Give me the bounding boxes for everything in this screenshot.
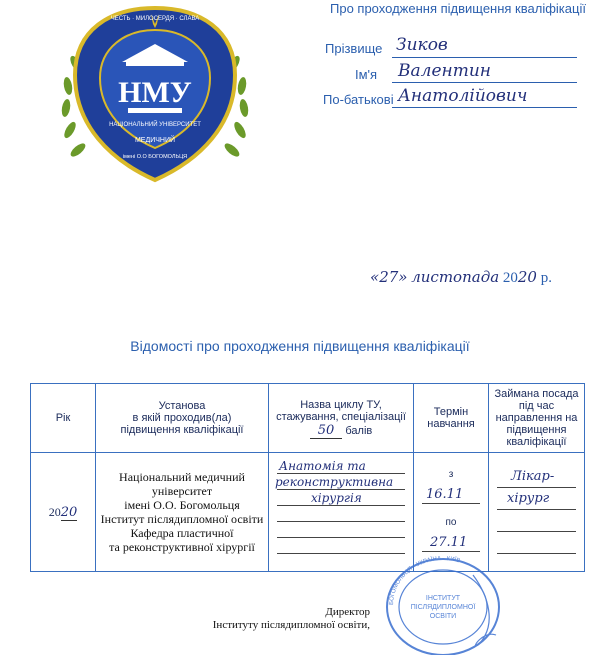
stamp-center-1: ІНСТИТУТ: [425, 595, 461, 602]
surname-value: Зиков: [396, 35, 448, 55]
header-cycle: Назва циклу ТУ, стажування, спеціалізації 50 балів: [269, 384, 414, 453]
date-year-suffix: 20: [517, 268, 537, 286]
surname-label: Прізвище: [325, 41, 383, 56]
qualification-table: [30, 383, 585, 572]
stamp-center-3: ОСВІТИ: [429, 613, 457, 620]
name-value: Валентин: [398, 61, 491, 81]
row-institution: Національний медичний університет імені О.О. Богомольця Інститут післядипломної освіти Кафедра пластичної та реконструктивної хірургії: [96, 453, 269, 572]
logo-ring-text-1: НАЦІОНАЛЬНИЙ УНІВЕРСИТЕТ: [109, 122, 201, 128]
logo-ring-text-2: МЕДИЧНИЙ: [134, 137, 176, 144]
patronymic-value: Анатолійович: [398, 86, 528, 106]
row-year: 2020: [31, 453, 96, 572]
header-term: Термін навчання: [414, 384, 489, 453]
university-logo: [50, 0, 260, 190]
stamp-ring-text: БОГОМОЛЬЦЯ · УКРАЇНА · КИЇВ: [388, 555, 461, 606]
table-header-row: [31, 384, 585, 453]
patronymic-label: По-батькові: [323, 92, 394, 107]
name-label: Ім'я: [355, 67, 378, 82]
date-month: листопада: [411, 268, 500, 286]
header-institution: Установа в якій проходив(ла) підвищення кваліфікації: [96, 384, 269, 453]
issue-date: «27» листопада 2020 р.: [370, 268, 552, 286]
document-title: Про проходження підвищення кваліфікації: [330, 1, 586, 16]
director-signature-block: Директор Інституту післядипломної освіти,: [212, 606, 370, 631]
row-term: з 16.11 по 27.11: [414, 453, 489, 572]
logo-ring-text-3: імені О.О БОГОМОЛЬЦЯ: [122, 154, 188, 160]
surname-line: [392, 57, 577, 58]
logo-monogram: НМУ: [118, 76, 192, 109]
logo-motto: ЧЕСТЬ · МИЛОСЕРДЯ · СЛАВА: [110, 16, 200, 22]
stamp-center-2: ПІСЛЯДИПЛОМНОЇ: [410, 604, 476, 611]
section-title: Відомості про проходження підвищення кваліфікації: [130, 338, 470, 354]
patronymic-line: [392, 107, 577, 108]
date-suffix: р.: [540, 270, 552, 286]
row-position: Лікар- хірург: [489, 453, 585, 572]
header-position: Займана посада під час направлення на підвищення кваліфікації: [489, 384, 585, 453]
row-cycle: Анатомія та реконструктивна хірургія: [269, 453, 414, 572]
header-year: Рік: [31, 384, 96, 453]
date-day: 27: [379, 268, 399, 286]
institute-stamp: [378, 545, 508, 655]
date-year-prefix: 20: [502, 270, 518, 286]
name-line: [392, 82, 577, 83]
